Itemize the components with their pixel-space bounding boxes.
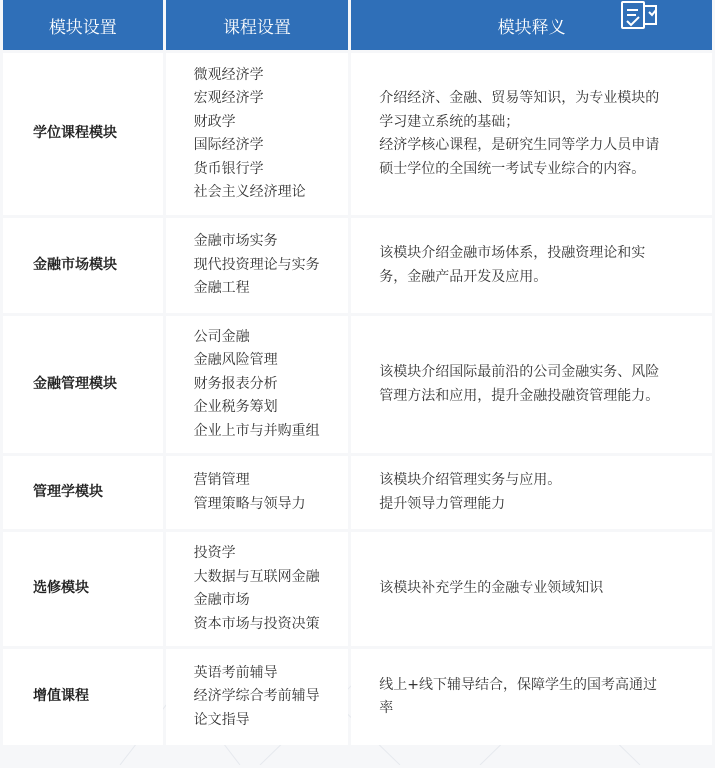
module-description (351, 532, 712, 646)
course-list (166, 53, 349, 215)
table-row (3, 456, 712, 529)
table-header-row (3, 0, 712, 50)
header-description-label: 模块释义 (497, 17, 566, 38)
course-item: 管理策略与领导力 (193, 495, 306, 512)
course-item: 货币银行学 (193, 160, 264, 177)
module-name: 选修模块 (3, 532, 163, 646)
course-item: 社会主义经济理论 (193, 184, 306, 200)
module-name: 增值课程 (3, 649, 163, 745)
module-description (351, 218, 712, 313)
course-list (166, 649, 349, 745)
module-description (351, 53, 712, 215)
course-list (166, 532, 349, 646)
course-item: 投资学 (193, 545, 236, 561)
module-name: 管理学模块 (3, 456, 163, 529)
description-line: 该模块介绍管理实务与应用。 (379, 472, 562, 488)
course-item: 经济学综合考前辅导 (193, 688, 320, 705)
description-line: 该模块介绍国际最前沿的公司金融实务、风险 (379, 364, 660, 380)
course-item: 企业税务筹划 (193, 399, 278, 416)
course-item: 金融工程 (193, 280, 250, 297)
course-item: 金融市场实务 (193, 233, 278, 250)
module-description (351, 316, 712, 453)
description-line: 该模块介绍金融市场体系，投融资理论和实 (379, 245, 646, 261)
course-item: 财政学 (193, 113, 236, 130)
description-line: 该模块补充学生的金融专业领域知识 (379, 580, 604, 597)
course-item: 财务报表分析 (193, 375, 278, 392)
description-line: 率 (379, 700, 394, 716)
description-line: 管理方法和应用，提升金融投融资管理能力。 (379, 387, 660, 404)
course-item: 金融风险管理 (193, 352, 278, 369)
description-line: 学习建立系统的基础； (379, 113, 520, 130)
description-line: 提升领导力管理能力 (379, 495, 506, 512)
course-item: 微观经济学 (193, 66, 264, 83)
header-module: 模块设置 (3, 0, 163, 50)
header-description (351, 0, 712, 50)
course-item: 金融市场 (193, 592, 250, 608)
module-description (351, 649, 712, 745)
module-name: 学位课程模块 (3, 53, 163, 215)
description-line: 经济学核心课程，是研究生同等学力人员申请 (379, 137, 660, 153)
course-item: 国际经济学 (193, 137, 264, 153)
module-name: 金融管理模块 (3, 316, 163, 453)
header-courses: 课程设置 (166, 0, 349, 50)
table-row (3, 218, 712, 313)
description-line: 介绍经济、金融、贸易等知识，为专业模块的 (379, 90, 660, 106)
course-item: 宏观经济学 (193, 90, 264, 106)
description-line: 线上+线下辅导结合，保障学生的国考高通过 (379, 676, 657, 693)
description-line: 硕士学位的全国统一考试专业综合的内容。 (379, 160, 646, 177)
course-item: 论文指导 (193, 711, 250, 728)
module-description (351, 456, 712, 529)
table-row (3, 316, 712, 453)
course-item: 资本市场与投资决策 (193, 615, 320, 632)
table-row (3, 53, 712, 215)
table-row (3, 649, 712, 745)
table-row (3, 532, 712, 646)
course-list (166, 456, 349, 529)
description-line: 务，金融产品开发及应用。 (379, 268, 548, 285)
course-item: 公司金融 (193, 328, 250, 345)
module-name: 金融市场模块 (3, 218, 163, 313)
course-list (166, 316, 349, 453)
course-item: 企业上市与并购重组 (193, 422, 320, 439)
course-list (166, 218, 349, 313)
course-item: 现代投资理论与实务 (193, 256, 320, 273)
course-item: 英语考前辅导 (193, 664, 278, 681)
document-check-icon (616, 0, 662, 37)
course-item: 营销管理 (193, 472, 250, 488)
course-item: 大数据与互联网金融 (193, 568, 320, 585)
